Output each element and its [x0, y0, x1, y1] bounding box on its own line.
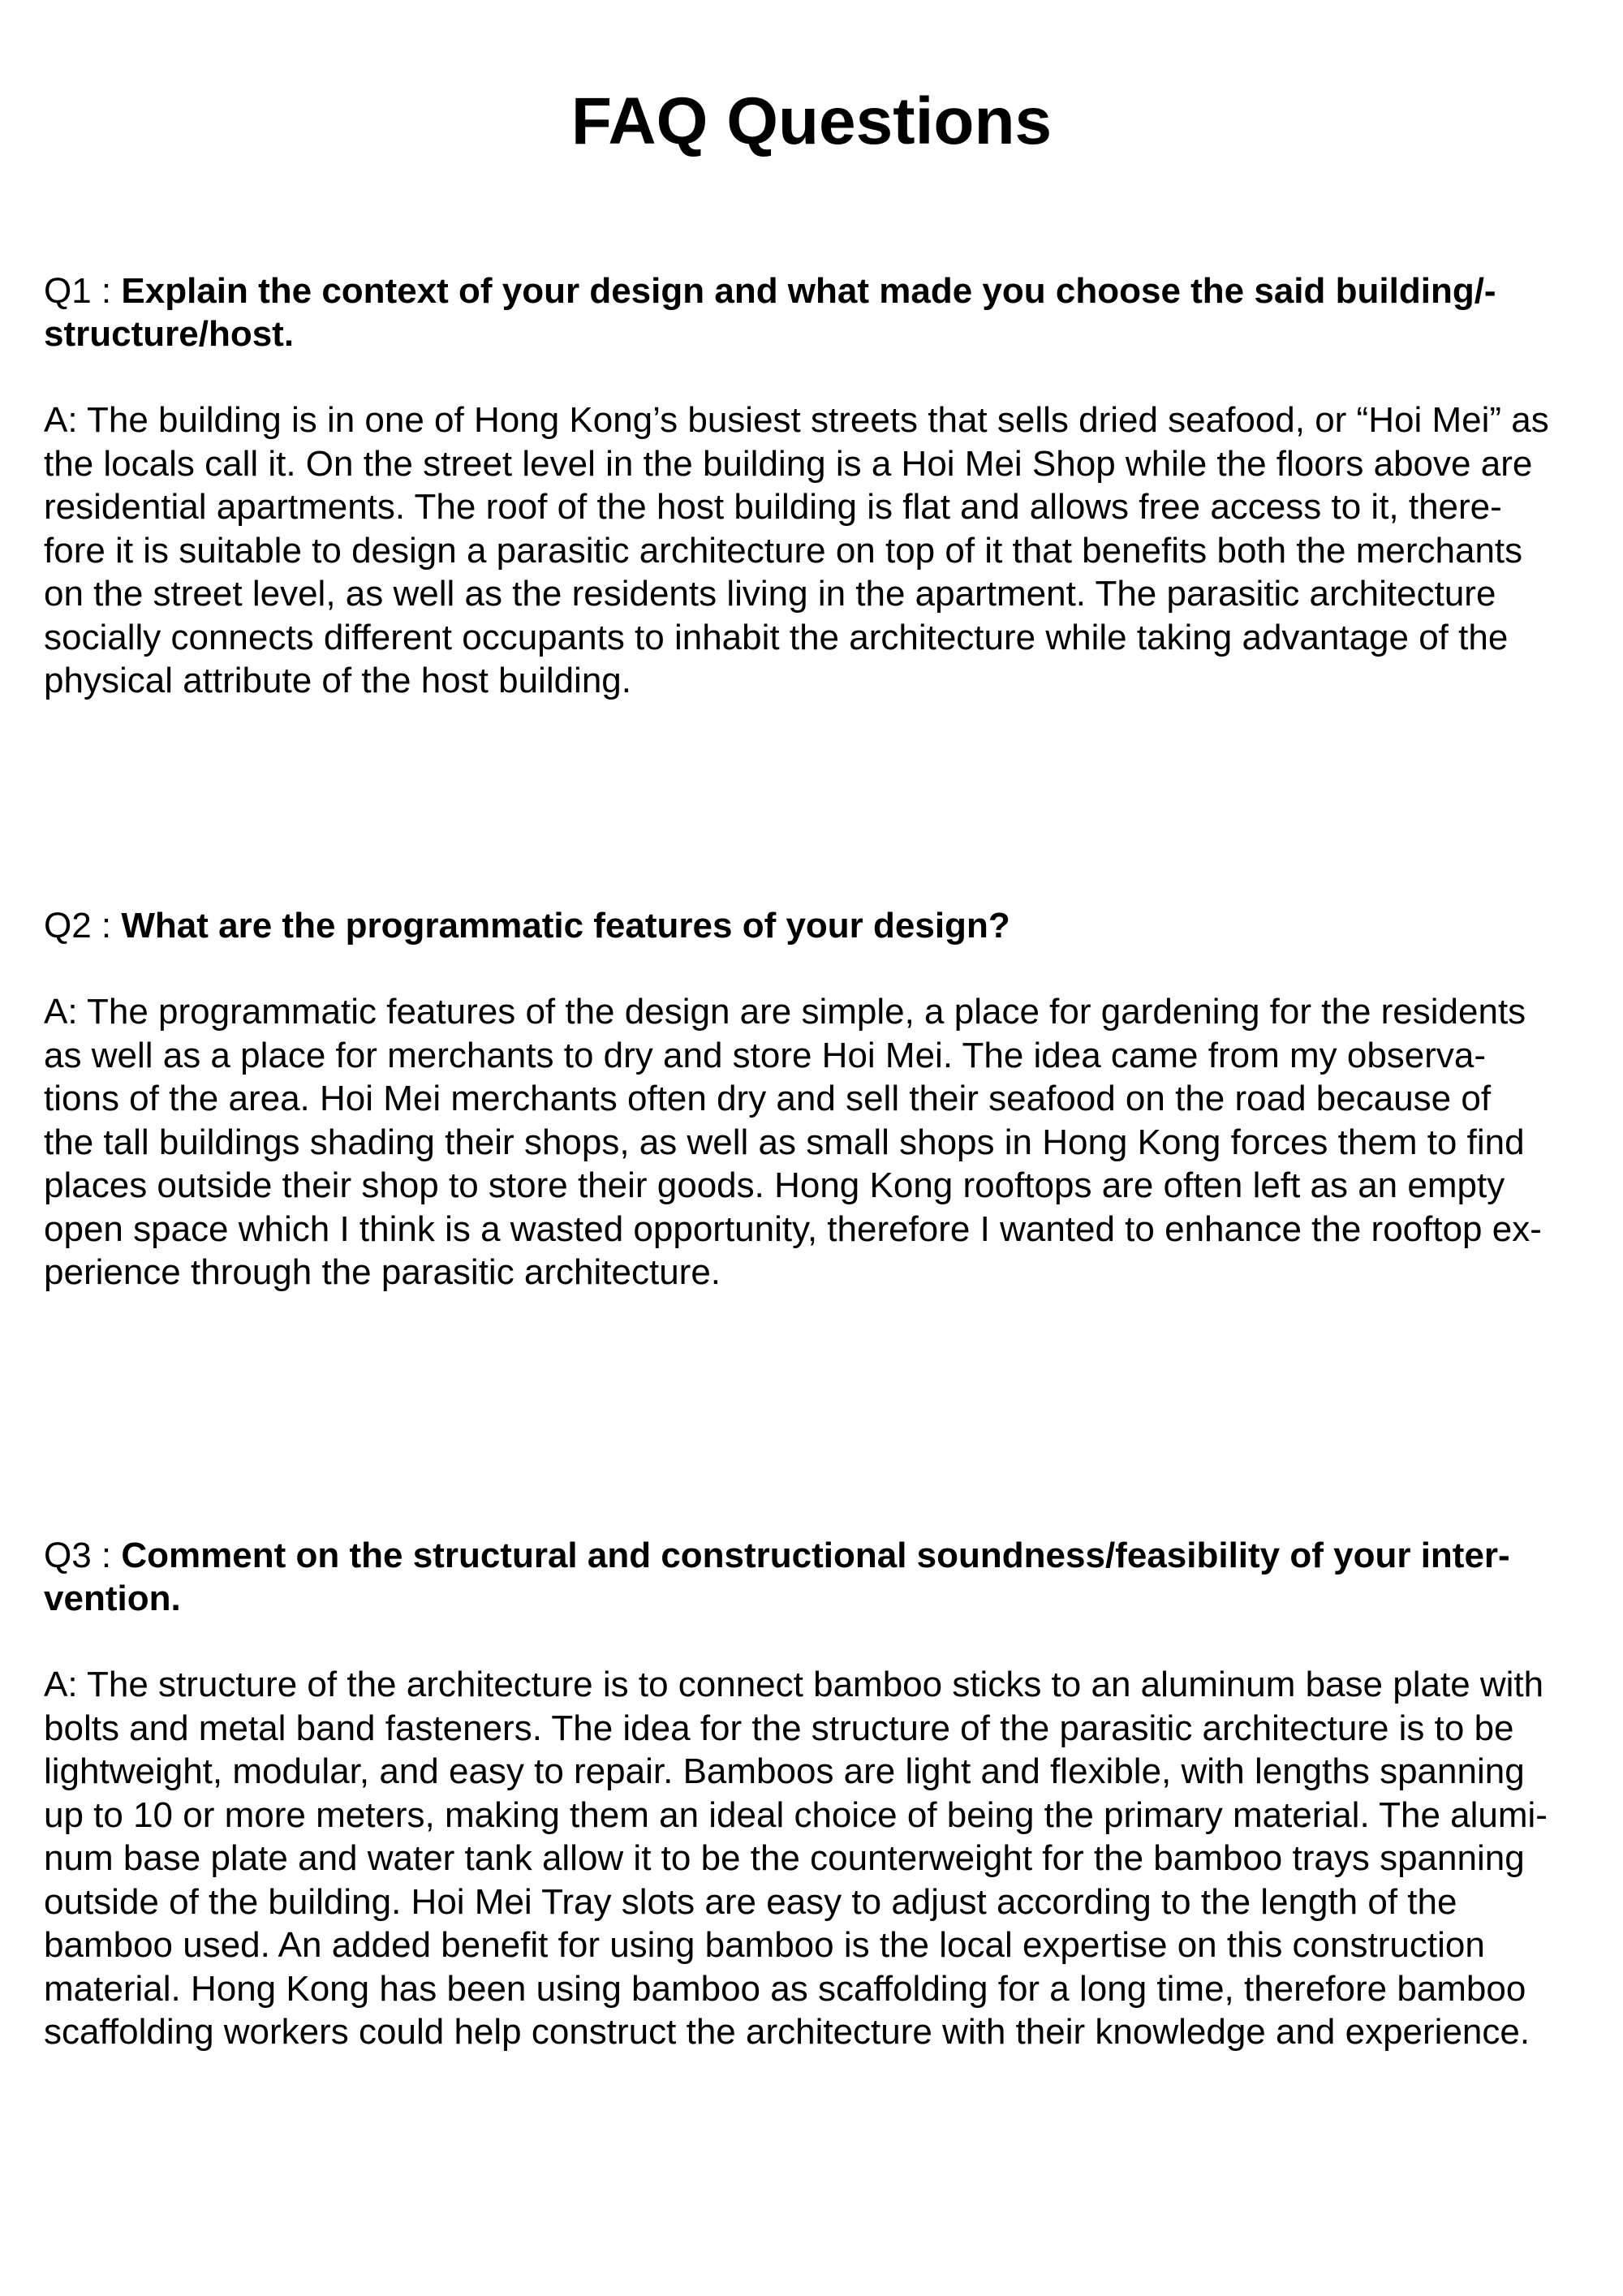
answer-line: lightweight, modular, and easy to repair. Bamboos are light and flexible, with lengths spanning: [44, 1751, 1525, 1791]
answer-line: bolts and metal band fasteners. The idea for the structure of the parasitic architecture is to be: [44, 1708, 1514, 1748]
answer-line: the tall buildings shading their shops, as well as small shops in Hong Kong forces them to find: [44, 1122, 1525, 1162]
answer-2: [44, 990, 1586, 1294]
answer-line: scaffolding workers could help construct the architecture with their knowledge and experience.: [44, 2012, 1530, 2052]
answer-line: perience through the parasitic architecture.: [44, 1252, 721, 1292]
question-text-line: structure/host.: [44, 314, 295, 354]
faq-item-2: [44, 904, 1586, 1294]
question-1: [44, 269, 1586, 355]
answer-line: tions of the area. Hoi Mei merchants often dry and sell their seafood on the road because of: [44, 1079, 1492, 1118]
question-text-line: vention.: [44, 1579, 181, 1618]
page-title: FAQ Questions: [570, 84, 1053, 158]
answer-line: physical attribute of the host building.: [44, 661, 632, 700]
question-label: Q2 :: [44, 906, 122, 946]
answer-line: on the street level, as well as the residents living in the apartment. The parasitic architecture: [44, 574, 1496, 614]
answer-line: A: The building is in one of Hong Kong’s busiest streets that sells dried seafood, or “Hoi Mei” as: [44, 400, 1549, 440]
answer-line: as well as a place for merchants to dry and store Hoi Mei. The idea came from my observa-: [44, 1035, 1487, 1075]
question-text-line: What are the programmatic features of your design?: [121, 906, 1010, 946]
answer-3: [44, 1663, 1586, 2054]
answer-line: up to 10 or more meters, making them an ideal choice of being the primary material. The alumi-: [44, 1794, 1548, 1835]
answer-line: bamboo used. An added benefit for using bamboo is the local expertise on this construction: [44, 1925, 1485, 1965]
question-text-line: Explain the context of your design and what made you choose the said building/-: [121, 271, 1496, 311]
answer-line: socially connects different occupants to inhabit the architecture while taking advantage of the: [44, 617, 1509, 657]
answer-line: open space which I think is a wasted opportunity, therefore I wanted to enhance the rooftop ex-: [44, 1208, 1542, 1249]
question-text-line: Comment on the structural and constructional soundness/feasibility of your inter-: [121, 1536, 1510, 1575]
answer-line: residential apartments. The roof of the host building is flat and allows free access to it, there-: [44, 487, 1502, 527]
question-3: [44, 1534, 1586, 1620]
answer-line: num base plate and water tank allow it to be the counterweight for the bamboo trays spanning: [44, 1838, 1525, 1878]
answer-line: A: The structure of the architecture is to connect bamboo sticks to an aluminum base plate with: [44, 1665, 1544, 1704]
answer-1: [44, 398, 1586, 703]
faq-item-3: [44, 1534, 1586, 2054]
answer-line: A: The programmatic features of the design are simple, a place for gardening for the residents: [44, 992, 1526, 1032]
answer-line: material. Hong Kong has been using bamboo as scaffolding for a long time, therefore bamboo: [44, 1968, 1526, 2009]
question-label: Q1 :: [44, 271, 122, 311]
question-label: Q3 :: [44, 1536, 122, 1575]
question-2: [44, 904, 1586, 947]
answer-line: fore it is suitable to design a parasitic architecture on top of it that benefits both the merchants: [44, 530, 1523, 571]
answer-line: places outside their shop to store their goods. Hong Kong rooftops are often left as an empty: [44, 1165, 1505, 1205]
answer-line: the locals call it. On the street level in the building is a Hoi Mei Shop while the floors above are: [44, 443, 1533, 484]
faq-item-1: [44, 269, 1586, 703]
answer-line: outside of the building. Hoi Mei Tray slots are easy to adjust according to the length of the: [44, 1881, 1457, 1922]
